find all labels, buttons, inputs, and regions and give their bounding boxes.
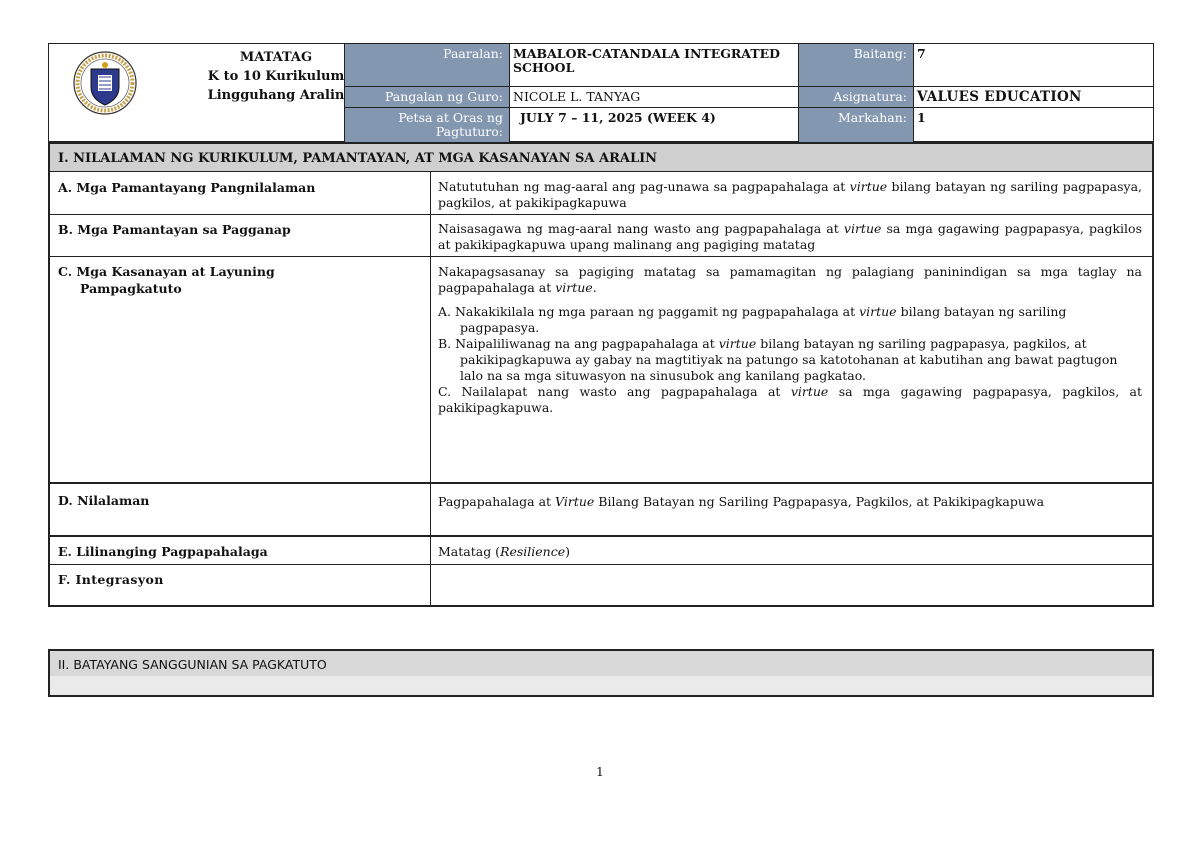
row-lilinanging-pagpapahalaga: [50, 536, 1152, 565]
row-content: Matatag (Resilience): [438, 544, 571, 559]
section-sanggunian: [48, 649, 1154, 697]
deped-seal-icon: [73, 51, 137, 115]
title-lingguhang-aralin: Lingguhang Aralin: [207, 88, 345, 103]
row-label: D. Nilalaman: [58, 493, 150, 508]
markahan-label: Markahan:: [799, 108, 913, 142]
row-label: B. Mga Pamantayan sa Pagganap: [58, 222, 291, 237]
row-nilalaman: [50, 483, 1152, 536]
petsa-label: Petsa at Oras ng Pagtuturo:: [345, 108, 509, 142]
lesson-header-table: [48, 43, 1154, 142]
lesson-plan-titles: [181, 48, 371, 105]
row-content: [438, 264, 1142, 416]
baitang-value: 7: [917, 46, 926, 61]
markahan-value: 1: [917, 110, 926, 125]
row-label: E. Lilinanging Pagpapahalaga: [58, 544, 268, 559]
objective-b: B. Naipaliliwanag na ang pagpapahalaga at virtue bilang batayan ng sariling pagpapasya, pagkilos, at pakikipagkapuwa ay gabay na magtitiyak na patungo sa katotohanan at kabutihan ang bawat pagtugon lalo na sa mga situwasyon na sinusubok ang kanilang pagkatao.: [438, 336, 1118, 383]
title-matatag: MATATAG: [239, 50, 313, 65]
petsa-value: JULY 7 – 11, 2025 (WEEK 4): [520, 110, 716, 125]
row-label: F. Integrasyon: [58, 572, 164, 587]
section-heading: II. BATAYANG SANGGUNIAN SA PAGKATUTO: [50, 651, 1152, 676]
row-pamantayang-pangnilalaman: [50, 172, 1152, 215]
row-content: Pagpapahalaga at Virtue Bilang Batayan ng Sariling Pagpapasya, Pagkilos, at Pakikipagkapuwa: [438, 494, 1045, 509]
paaralan-value: MABALOR-CATANDALA INTEGRATED SCHOOL: [513, 46, 780, 75]
asignatura-label: Asignatura:: [799, 87, 913, 107]
section-curriculum-content: [48, 142, 1154, 607]
objective-c: C. Nailalapat nang wasto ang pagpapahalaga at virtue sa mga gagawing pagpapasya, pagkilos, at pakikipagkapuwa.: [438, 384, 1143, 415]
row-kasanayan-layunin: [50, 257, 1152, 483]
row-content: Natututuhan ng mag-aaral ang pag-unawa sa pagpapahalaga at virtue bilang batayan ng sariling pagpapasya, pagkilos, at pakikipagkapuwa: [438, 179, 1143, 210]
page-number: 1: [596, 765, 604, 779]
row-integrasyon: [50, 565, 1152, 605]
objective-a: A. Nakakikilala ng mga paraan ng paggamit ng pagpapahalaga at virtue bilang batayan ng sariling pagpapasya.: [438, 304, 1067, 335]
row-pamantayan-sa-pagganap: [50, 215, 1152, 257]
row-label: C. Mga Kasanayan at Layuning Pampagkatuto: [58, 264, 275, 296]
guro-value: NICOLE L. TANYAG: [513, 89, 641, 104]
asignatura-value: VALUES EDUCATION: [917, 89, 1082, 105]
row-label: A. Mga Pamantayang Pangnilalaman: [58, 180, 316, 195]
row-content: Naisasagawa ng mag-aaral nang wasto ang pagpapahalaga at virtue sa mga gagawing pagpapasya, pagkilos at pakikipagkapuwa upang malinang ang pagiging matatag: [438, 221, 1142, 252]
section-heading: I. NILALAMAN NG KURIKULUM, PAMANTAYAN, AT MGA KASANAYAN SA ARALIN: [50, 144, 1152, 172]
paaralan-label: Paaralan:: [345, 44, 509, 87]
title-kurikulum: K to 10 Kurikulum: [207, 69, 345, 84]
objectives-intro: Nakapagsasanay sa pagiging matatag sa pamamagitan ng palagiang paninindigan sa mga taglay na pagpapahalaga at virtue.: [438, 264, 1142, 295]
guro-label: Pangalan ng Guro:: [345, 87, 509, 107]
baitang-label: Baitang:: [799, 44, 913, 87]
